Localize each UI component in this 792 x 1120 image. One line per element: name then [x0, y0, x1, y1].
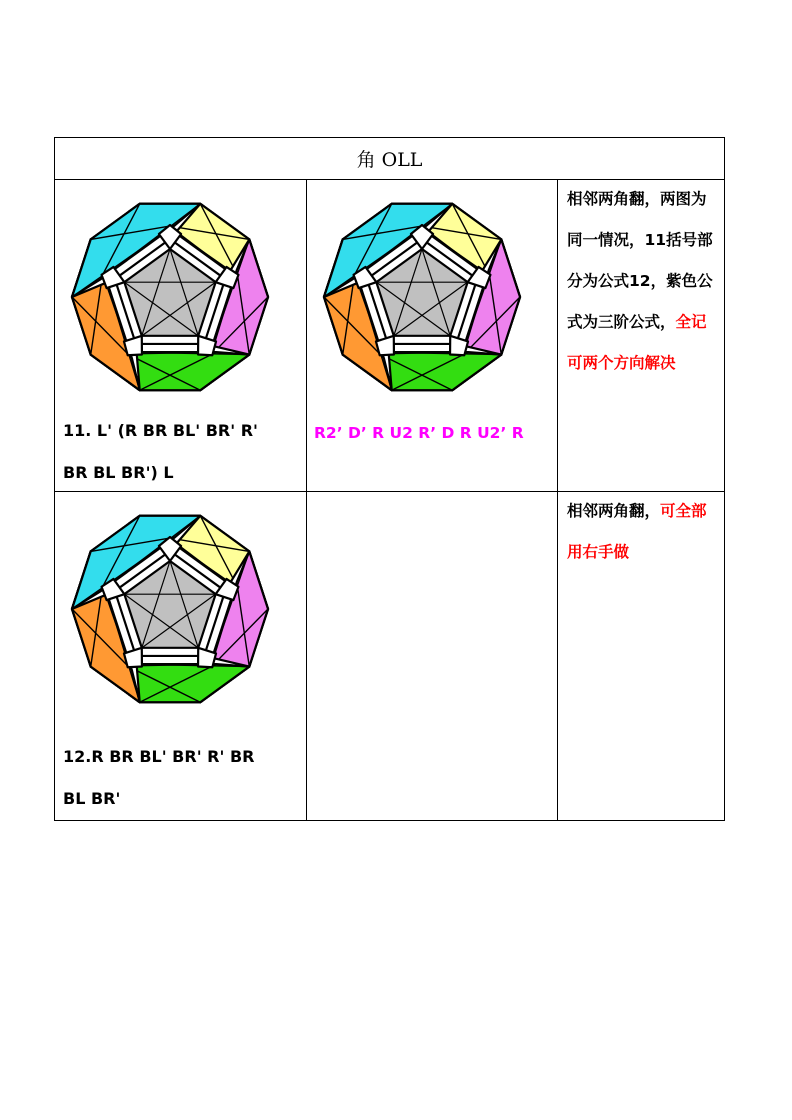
note-cell-2	[558, 492, 725, 821]
case-12-cell	[55, 492, 307, 821]
case-11b-cell	[307, 180, 558, 492]
megaminx-diagram-case-12	[65, 502, 275, 712]
case-11-cell	[55, 180, 307, 492]
empty-cell	[307, 492, 558, 821]
note-1: 相邻两角翻，两图为同一情况，11括号部分为公式12，紫色公式为三阶公式，全记可两个方向解决	[567, 190, 713, 372]
algorithm-11	[55, 420, 306, 484]
oll-table	[54, 137, 725, 821]
algorithm-3x3-formula: R2’ D’ R U2 R’ D R U2’ R	[314, 424, 524, 442]
megaminx-diagram-case-11	[65, 190, 275, 400]
algorithm-12-line1: 12.R BR BL' BR' R' BR	[63, 747, 255, 766]
table-header: 角 OLL	[55, 138, 725, 180]
algorithm-11-line2: BR BL BR') L	[63, 463, 174, 482]
megaminx-diagram-case-11b	[317, 190, 527, 400]
algorithm-12	[55, 736, 306, 820]
algorithm-12-line2: BL BR'	[63, 789, 121, 808]
algorithm-11-line1: 11. L' (R BR BL' BR' R'	[63, 421, 258, 440]
note-cell-1	[558, 180, 725, 492]
note-2: 相邻两角翻，可全部用右手做	[567, 502, 707, 561]
